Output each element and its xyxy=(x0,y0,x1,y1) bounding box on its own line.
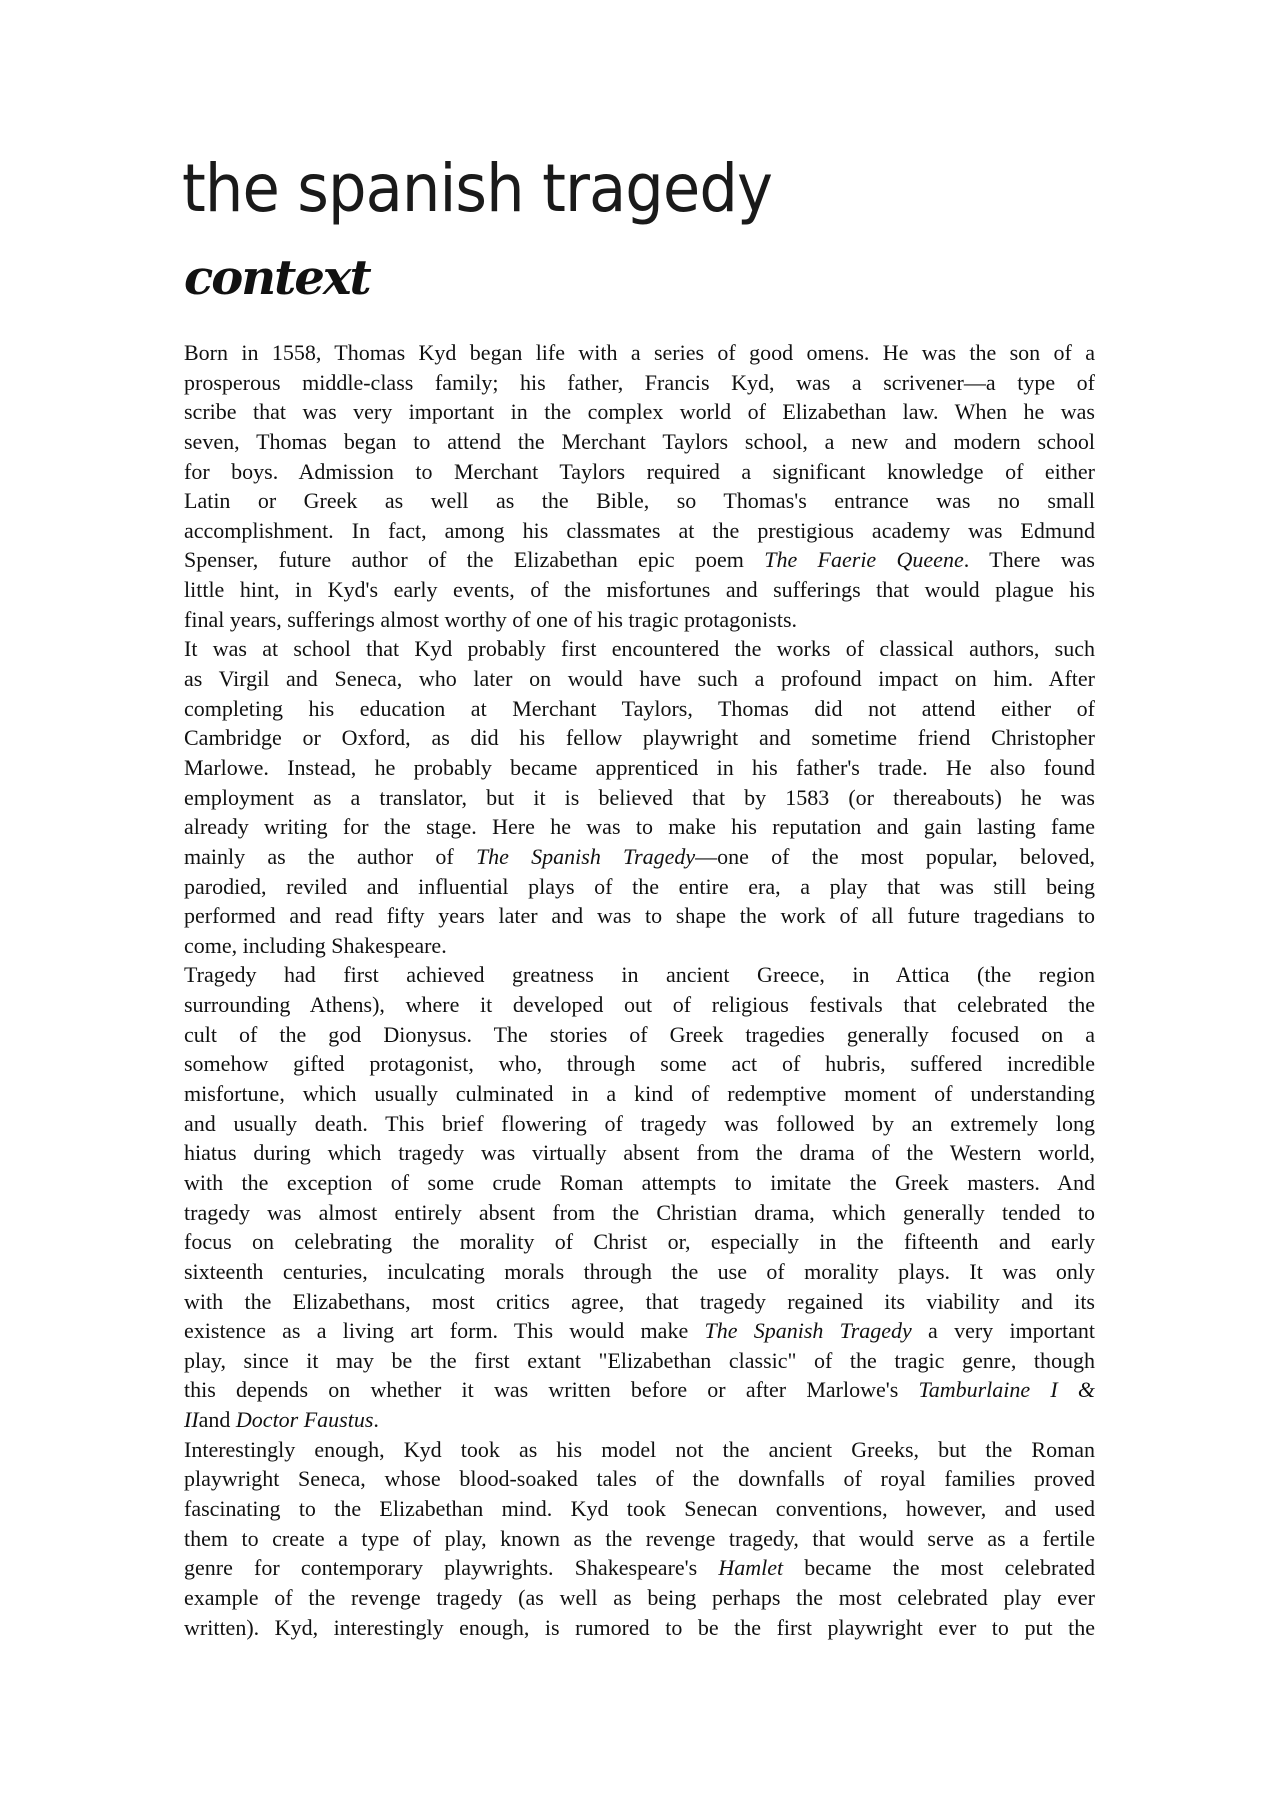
italic-title-text: The Spanish Tragedy xyxy=(475,843,696,869)
text-line xyxy=(184,575,1095,605)
text-segment: Interestingly enough, Kyd took as his model not the ancient Greeks, but the Roman xyxy=(184,1436,1095,1462)
text-segment: completing his education at Merchant Taylors, Thomas did not attend either of xyxy=(184,695,1095,721)
text-segment: It was at school that Kyd probably first encountered the works of classical authors, such xyxy=(184,636,1095,662)
text-segment: final years, sufferings almost worthy of one of his tragic protagonists. xyxy=(184,606,798,632)
text-line xyxy=(184,338,1095,368)
italic-title-text: II xyxy=(184,1407,199,1433)
text-line xyxy=(184,1375,1095,1405)
text-segment: existence as a living art form. This would make xyxy=(184,1318,705,1344)
text-segment: —one of the most popular, beloved, xyxy=(695,843,1095,869)
text-segment: them to create a type of play, known as the revenge tragedy, that would serve as a fertile xyxy=(184,1525,1095,1551)
text-line xyxy=(184,694,1095,724)
text-line xyxy=(184,1494,1095,1524)
text-line xyxy=(184,1553,1095,1583)
text-segment: scribe that was very important in the complex world of Elizabethan law. When he was xyxy=(184,399,1095,425)
text-line xyxy=(184,901,1095,931)
text-segment: . There was xyxy=(963,547,1095,573)
text-segment: genre for contemporary playwrights. Shakespeare's xyxy=(184,1555,719,1581)
italic-title-text: Doctor Faustus xyxy=(235,1407,374,1433)
text-segment: surrounding Athens), where it developed out of religious festivals that celebrated the xyxy=(184,992,1095,1018)
text-segment: Cambridge or Oxford, as did his fellow playwright and sometime friend Christopher xyxy=(184,725,1095,751)
text-segment: with the Elizabethans, most critics agree, that tragedy regained its viability and its xyxy=(184,1288,1095,1314)
text-segment: and usually death. This brief flowering of tragedy was followed by an extremely long xyxy=(184,1110,1095,1136)
text-segment: performed and read fifty years later and was to shape the work of all future tragedians to xyxy=(184,903,1095,929)
text-segment: example of the revenge tragedy (as well as being perhaps the most celebrated play ever xyxy=(184,1584,1095,1610)
paragraph xyxy=(184,960,1095,1434)
text-line xyxy=(184,1346,1095,1376)
text-segment: with the exception of some crude Roman attempts to imitate the Greek masters. And xyxy=(184,1169,1095,1195)
text-segment: and xyxy=(198,1407,236,1433)
text-segment: prosperous middle-class family; his father, Francis Kyd, was a scrivener—a type of xyxy=(184,369,1095,395)
text-line xyxy=(184,723,1095,753)
text-segment: as Virgil and Seneca, who later on would have such a profound impact on him. After xyxy=(184,666,1095,692)
text-segment: Tragedy had first achieved greatness in ancient Greece, in Attica (the region xyxy=(184,962,1095,988)
text-line xyxy=(184,1257,1095,1287)
text-segment: somehow gifted protagonist, who, through some act of hubris, suffered incredible xyxy=(184,1051,1095,1077)
text-line xyxy=(184,1583,1095,1613)
paragraph xyxy=(184,338,1095,634)
italic-title-text: The Spanish Tragedy xyxy=(704,1318,912,1344)
text-segment: cult of the god Dionysus. The stories of Greek tragedies generally focused on a xyxy=(184,1021,1095,1047)
text-segment: hiatus during which tragedy was virtually absent from the drama of the Western world, xyxy=(184,1140,1095,1166)
text-line xyxy=(184,1316,1095,1346)
text-line xyxy=(184,1524,1095,1554)
text-line xyxy=(184,931,1095,961)
text-line xyxy=(184,634,1095,664)
text-segment: playwright Seneca, whose blood-soaked tales of the downfalls of royal families proved xyxy=(184,1466,1095,1492)
text-line xyxy=(184,990,1095,1020)
text-line xyxy=(184,1435,1095,1465)
text-segment: Latin or Greek as well as the Bible, so Thomas's entrance was no small xyxy=(184,488,1095,514)
document-title: the spanish tragedy xyxy=(182,150,772,227)
text-line xyxy=(184,427,1095,457)
text-line xyxy=(184,664,1095,694)
text-line xyxy=(184,1020,1095,1050)
text-segment: play, since it may be the first extant "Elizabethan classic" of the tragic genre, though xyxy=(184,1347,1095,1373)
text-segment: a very important xyxy=(911,1318,1095,1344)
text-line xyxy=(184,1613,1095,1643)
text-line xyxy=(184,397,1095,427)
text-segment: employment as a translator, but it is believed that by 1583 (or thereabouts) he was xyxy=(184,784,1095,810)
text-line xyxy=(184,1198,1095,1228)
text-line xyxy=(184,605,1095,635)
text-line xyxy=(184,1405,1095,1435)
text-segment: tragedy was almost entirely absent from the Christian drama, which generally tended to xyxy=(184,1199,1095,1225)
text-segment: Spenser, future author of the Elizabethan epic poem xyxy=(184,547,765,573)
paragraph xyxy=(184,634,1095,960)
italic-title-text: The Faerie Queene xyxy=(764,547,964,573)
text-line xyxy=(184,1287,1095,1317)
text-line xyxy=(184,1168,1095,1198)
text-line xyxy=(184,960,1095,990)
text-line xyxy=(184,872,1095,902)
text-line xyxy=(184,753,1095,783)
text-line xyxy=(184,1109,1095,1139)
text-line xyxy=(184,516,1095,546)
text-line xyxy=(184,842,1095,872)
text-segment: little hint, in Kyd's early events, of the misfortunes and sufferings that would plague his xyxy=(184,577,1095,603)
text-line xyxy=(184,545,1095,575)
text-segment: seven, Thomas began to attend the Merchant Taylors school, a new and modern school xyxy=(184,428,1095,454)
text-segment: sixteenth centuries, inculcating morals through the use of morality plays. It was only xyxy=(184,1258,1095,1284)
text-line xyxy=(184,1464,1095,1494)
text-segment: Marlowe. Instead, he probably became apprenticed in his father's trade. He also found xyxy=(184,754,1095,780)
text-segment: fascinating to the Elizabethan mind. Kyd took Senecan conventions, however, and used xyxy=(184,1495,1095,1521)
text-line xyxy=(184,1079,1095,1109)
text-segment: Born in 1558, Thomas Kyd began life with a series of good omens. He was the son of a xyxy=(184,340,1095,365)
italic-title-text: Hamlet xyxy=(718,1555,784,1581)
text-line xyxy=(184,1049,1095,1079)
text-segment: come, including Shakespeare. xyxy=(184,932,447,958)
text-segment: already writing for the stage. Here he was to make his reputation and gain lasting fame xyxy=(184,814,1095,840)
text-segment: mainly as the author of xyxy=(184,843,476,869)
text-segment: for boys. Admission to Merchant Taylors required a significant knowledge of either xyxy=(184,458,1095,484)
text-line xyxy=(184,783,1095,813)
text-line xyxy=(184,486,1095,516)
text-segment: became the most celebrated xyxy=(783,1555,1095,1581)
text-segment: parodied, reviled and influential plays of the entire era, a play that was still being xyxy=(184,873,1095,899)
text-segment: this depends on whether it was written before or after Marlowe's xyxy=(184,1377,919,1403)
text-segment: misfortune, which usually culminated in a kind of redemptive moment of understanding xyxy=(184,1081,1095,1107)
text-line xyxy=(184,368,1095,398)
paragraph xyxy=(184,1435,1095,1642)
text-segment: accomplishment. In fact, among his classmates at the prestigious academy was Edmund xyxy=(184,517,1095,543)
body-text xyxy=(184,338,1095,1642)
text-line xyxy=(184,1227,1095,1257)
text-segment: written). Kyd, interestingly enough, is rumored to be the first playwright ever to put the xyxy=(184,1614,1095,1640)
text-line xyxy=(184,1138,1095,1168)
text-line xyxy=(184,457,1095,487)
text-segment: . xyxy=(373,1407,379,1433)
text-segment: focus on celebrating the morality of Christ or, especially in the fifteenth and early xyxy=(184,1229,1095,1255)
italic-title-text: Tamburlaine I & xyxy=(918,1377,1096,1403)
section-heading-context: context xyxy=(184,250,370,306)
text-line xyxy=(184,812,1095,842)
